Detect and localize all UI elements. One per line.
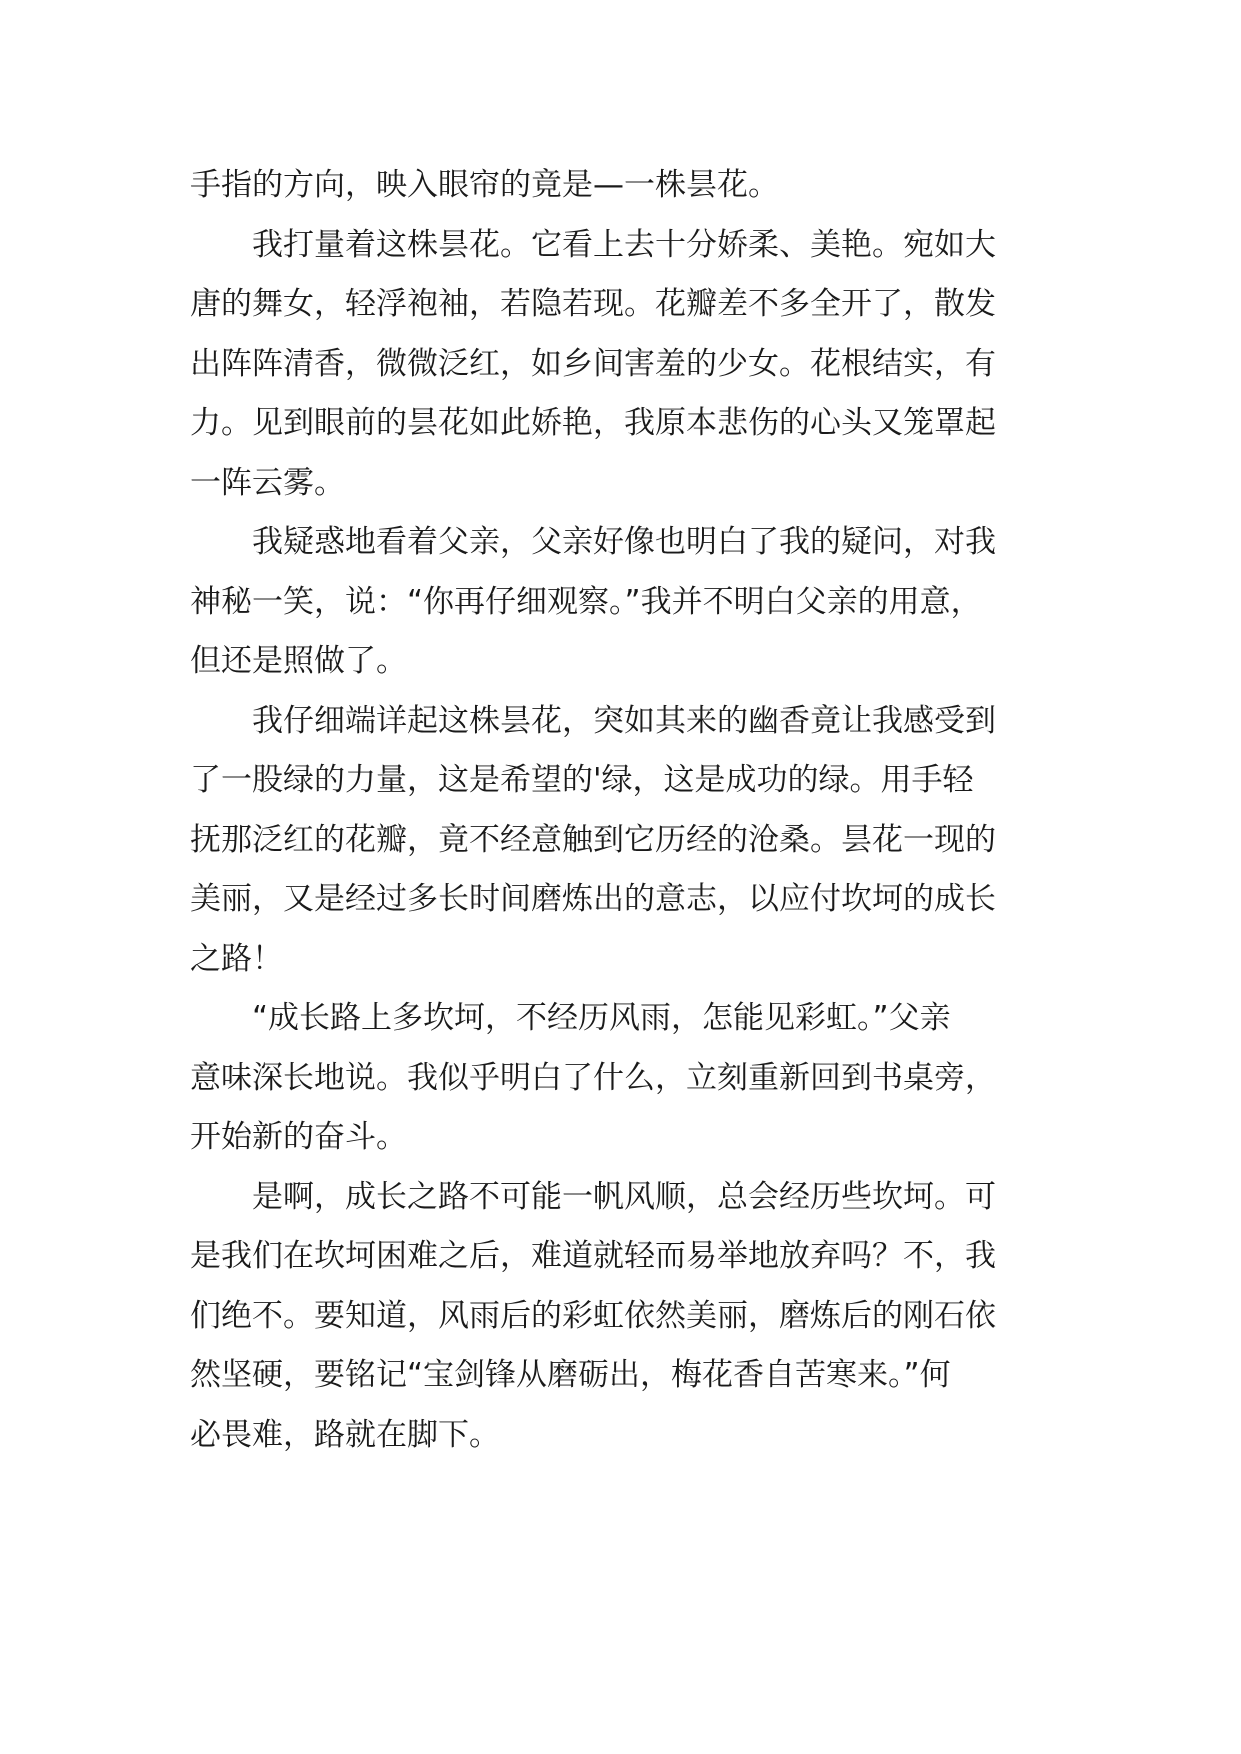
text-line: 们绝不。要知道，风雨后的彩虹依然美丽，磨炼后的刚石依 (190, 1297, 996, 1334)
text-line: 美丽，又是经过多长时间磨炼出的意志，以应付坎坷的成长 (190, 881, 996, 917)
text-line: 手指的方向，映入眼帘的竟是—一株昙花。 (190, 167, 779, 203)
text-line: 了一股绿的力量，这是希望的'绿，这是成功的绿。用手轻 (190, 762, 974, 798)
text-line: 必畏难，路就在脚下。 (190, 1416, 500, 1453)
text-line: 一阵云雾。 (190, 464, 345, 501)
text-line: 力。见到眼前的昙花如此娇艳，我原本悲伤的心头又笼罩起 (190, 405, 996, 441)
text-line: 但还是照做了。 (190, 643, 407, 679)
text-line: 之路！ (190, 940, 283, 977)
text-line: 是我们在坎坷困难之后，难道就轻而易举地放弃吗？不，我 (190, 1238, 996, 1274)
text-line: 我仔细端详起这株昙花，突如其来的幽香竟让我感受到 (190, 702, 996, 739)
text-line: 抚那泛红的花瓣，竟不经意触到它历经的沧桑。昙花一现的 (190, 821, 996, 858)
text-line: 唐的舞女，轻浮袍袖，若隐若现。花瓣差不多全开了，散发 (190, 286, 996, 322)
text-line: 是啊，成长之路不可能一帆风顺，总会经历些坎坷。可 (190, 1178, 996, 1215)
text-line: 开始新的奋斗。 (190, 1119, 407, 1155)
text-line: 然坚硬，要铭记“宝剑锋从磨砺出，梅花香自苦寒来。”何 (190, 1357, 951, 1393)
text-line: 出阵阵清香，微微泛红，如乡间害羞的少女。花根结实，有 (190, 345, 996, 382)
text-line: “成长路上多坎坷，不经历风雨，怎能见彩虹。”父亲 (190, 1000, 951, 1036)
text-line: 意味深长地说。我似乎明白了什么，立刻重新回到书桌旁， (190, 1059, 996, 1096)
essay-body (190, 156, 1070, 1465)
text-line: 神秘一笑，说：“你再仔细观察。”我并不明白父亲的用意， (190, 583, 982, 620)
text-line: 我打量着这株昙花。它看上去十分娇柔、美艳。宛如大 (190, 226, 996, 263)
text-line: 我疑惑地看着父亲，父亲好像也明白了我的疑问，对我 (190, 524, 996, 560)
